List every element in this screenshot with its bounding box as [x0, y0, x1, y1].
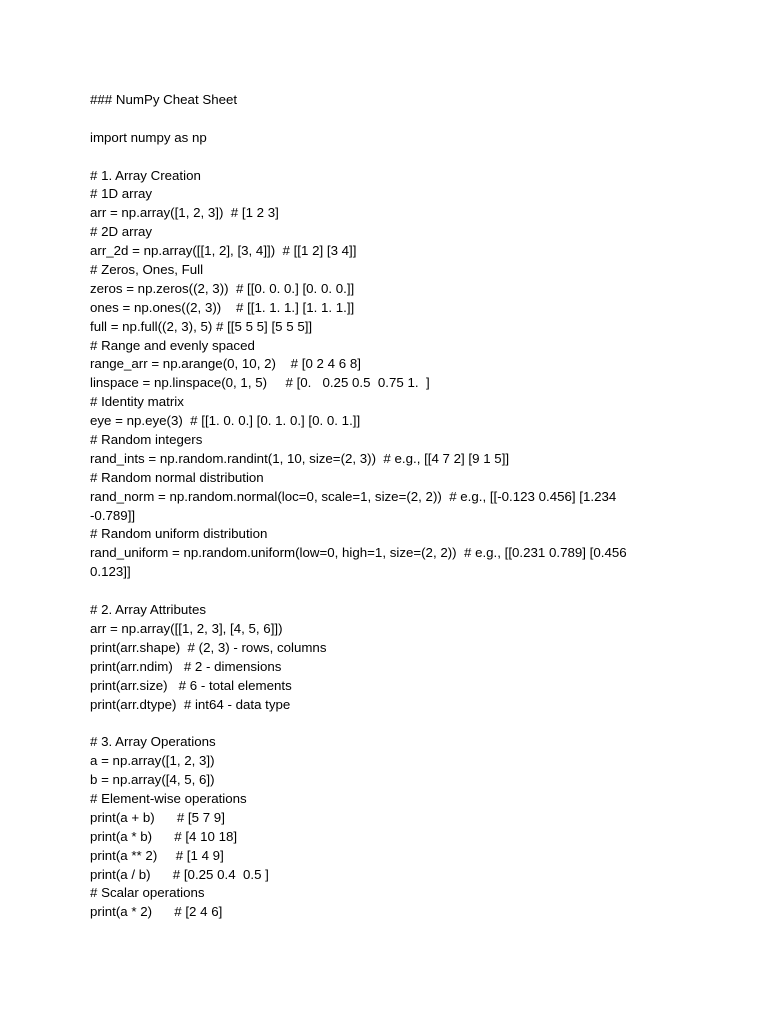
code-line: full = np.full((2, 3), 5) # [[5 5 5] [5 5 5]] — [90, 318, 313, 334]
section-heading: # 1. Array Creation — [90, 167, 201, 183]
code-line: rand_norm = np.random.normal(loc=0, scale=1, size=(2, 2)) # e.g., [[-0.123 0.456] [1.234 — [90, 488, 617, 504]
code-line: print(arr.ndim) # 2 - dimensions — [90, 658, 282, 674]
code-line-continuation: 0.123]] — [90, 564, 131, 580]
code-line: import numpy as np — [90, 129, 207, 145]
code-line: print(arr.shape) # (2, 3) - rows, columns — [90, 639, 327, 655]
section-heading: # 3. Array Operations — [90, 734, 216, 750]
code-line: arr = np.array([[1, 2, 3], [4, 5, 6]]) — [90, 620, 283, 636]
code-line: arr = np.array([1, 2, 3]) # [1 2 3] — [90, 205, 279, 221]
code-line: print(a + b) # [5 7 9] — [90, 809, 225, 825]
code-line: b = np.array([4, 5, 6]) — [90, 772, 215, 788]
code-line: print(a / b) # [0.25 0.4 0.5 ] — [90, 866, 269, 882]
code-line: rand_uniform = np.random.uniform(low=0, high=1, size=(2, 2)) # e.g., [[0.231 0.789] [0.456 — [90, 545, 627, 561]
blank-line — [90, 148, 690, 167]
blank-line — [90, 582, 690, 601]
comment-line: # Random normal distribution — [90, 469, 264, 485]
comment-line: # Scalar operations — [90, 885, 205, 901]
comment-line: # Random integers — [90, 432, 203, 448]
comment-line: # Random uniform distribution — [90, 526, 268, 542]
code-line: eye = np.eye(3) # [[1. 0. 0.] [0. 1. 0.] [0. 0. 1.]] — [90, 413, 361, 429]
document-page — [90, 91, 690, 922]
blank-line — [90, 714, 690, 733]
code-line: ones = np.ones((2, 3)) # [[1. 1. 1.] [1. 1. 1.]] — [90, 299, 355, 315]
code-line: print(a * 2) # [2 4 6] — [90, 904, 223, 920]
code-line: print(a * b) # [4 10 18] — [90, 828, 238, 844]
code-line: range_arr = np.arange(0, 10, 2) # [0 2 4 6 8] — [90, 356, 361, 372]
code-line: linspace = np.linspace(0, 1, 5) # [0. 0.25 0.5 0.75 1. ] — [90, 375, 430, 391]
code-line: print(arr.size) # 6 - total elements — [90, 677, 292, 693]
code-line: print(arr.dtype) # int64 - data type — [90, 696, 291, 712]
comment-line: # Range and evenly spaced — [90, 337, 255, 353]
comment-line: # 1D array — [90, 186, 153, 202]
code-line: rand_ints = np.random.randint(1, 10, size=(2, 3)) # e.g., [[4 7 2] [9 1 5]] — [90, 450, 510, 466]
blank-line — [90, 110, 690, 129]
comment-line: # Element-wise operations — [90, 790, 247, 806]
comment-line: # Zeros, Ones, Full — [90, 262, 204, 278]
comment-line: # 2D array — [90, 224, 153, 240]
document-title: ### NumPy Cheat Sheet — [90, 92, 238, 107]
code-line: print(a ** 2) # [1 4 9] — [90, 847, 224, 863]
section-heading: # 2. Array Attributes — [90, 602, 207, 618]
comment-line: # Identity matrix — [90, 394, 184, 410]
code-line: zeros = np.zeros((2, 3)) # [[0. 0. 0.] [0. 0. 0.]] — [90, 280, 355, 296]
code-line: arr_2d = np.array([[1, 2], [3, 4]]) # [[1 2] [3 4]] — [90, 243, 357, 259]
code-line: a = np.array([1, 2, 3]) — [90, 753, 215, 769]
code-line-continuation: -0.789]] — [90, 507, 136, 523]
